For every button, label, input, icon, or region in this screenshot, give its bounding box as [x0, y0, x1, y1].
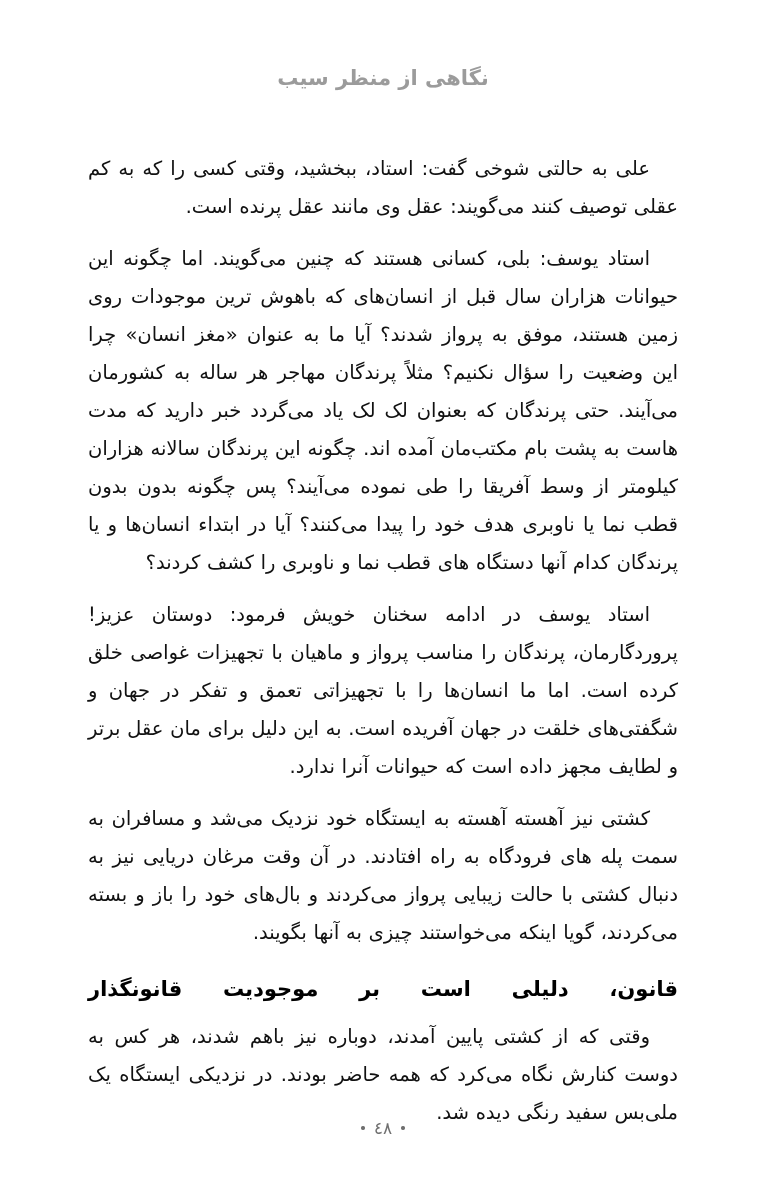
paragraph-1: علی به حالتی شوخی گفت: استاد، ببخشید، وقتی کسی را که به کم عقلی توصیف کنند می‌گویند: عقل وی مانند عقل پرنده است. — [88, 157, 678, 218]
page-folio — [0, 1119, 766, 1140]
running-header-title: نگاهی از منظر سیب — [277, 66, 489, 90]
text-column — [88, 150, 678, 1146]
paragraph-5: وقتی که از کشتی پایین آمدند، دوباره نیز باهم شدند، هر کس به دوست کنارش نگاه می‌کرد که همه حاضر بودند. در نزدیکی ایستگاه یک ملی‌بس سفید رنگی دیده شد. — [88, 1025, 678, 1124]
page-number: ٤٨ — [373, 1119, 393, 1139]
paragraph-4: کشتی نیز آهسته آهسته به ایستگاه خود نزدیک می‌شد و مسافران به سمت پله های فرودگاه به راه افتادند. در آن وقت مرغان دریایی نیز به دنبال کشتی با حالت زیبایی پرواز می‌کردند و بال‌های خود را باز و بسته می‌کردند، گویا اینکه می‌خواستند چیزی به آنها بگویند. — [88, 807, 678, 944]
folio-dot-left-icon — [361, 1126, 365, 1130]
folio-dot-right-icon — [401, 1126, 405, 1130]
paragraph-3: استاد یوسف در ادامه سخنان خویش فرمود: دوستان عزیز! پروردگارمان، پرندگان را مناسب پرواز و ماهیان با تجهیزات غواصی خلق کرده است. اما ما انسان‌ها را با تجهیزاتی تعمق و تفکر در جهان و شگفتی‌های خلقت در جهان آفریده است. به این دلیل برای مان عقل برتر و لطایف مجهز داده است که حیوانات آنرا ندارد. — [88, 603, 678, 778]
section-heading: قانون، دلیلی است بر موجودیت قانونگذار — [88, 977, 678, 1001]
paragraph-2: استاد یوسف: بلی، کسانی هستند که چنین می‌گویند. اما چگونه این حیوانات هزاران سال قبل از انسان‌های که باهوش ترین موجودات روی زمین هستند، موفق به پرواز شدند؟ آیا ما به عنوان «مغز انسان» چرا این وضعیت را سؤال نکنیم؟ مثلاً پرندگان مهاجر هر ساله به کشورمان می‌آیند. حتی پرندگان که بعنوان لک لک یاد می‌گردد خبر دارید که مدت هاست به پشت بام مکتب‌مان آمده اند. چگونه این پرندگان سالانه هزاران کیلومتر از وسط آفریقا را طی نموده می‌آیند؟ پس چگونه بدون بدون قطب نما یا ناوبری هدف خود را پیدا می‌کنند؟ آیا در ابتداء انسان‌ها و یا پرندگان کدام آنها دستگاه های قطب نما و ناوبری را کشف کردند؟ — [88, 247, 678, 574]
